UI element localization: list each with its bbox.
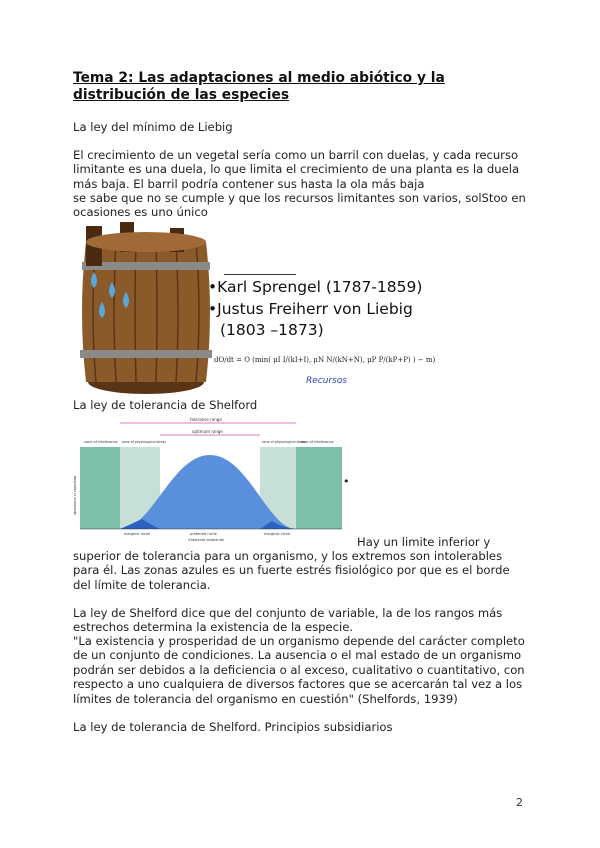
- label-niche-right: marginal niche: [264, 532, 291, 536]
- label-stress-right: zone of physiological stress: [262, 440, 306, 444]
- author-liebig: •Justus Freiherr von Liebig: [208, 300, 413, 318]
- label-x-axis: Gradiente ambiental: [188, 538, 225, 542]
- label-niche-mid: preferred niche: [190, 532, 217, 536]
- label-niche-left: marginal niche: [124, 532, 151, 536]
- page-title: Tema 2: Las adaptaciones al medio abiótico y la distribución de las especies: [73, 70, 445, 103]
- liebig-equation: dO/dt = O (min( μI I/(kI+I), μN N/(kN+N), μP P/(kP+P) ) − m): [214, 356, 436, 364]
- label-optimum-range: optimum range: [192, 429, 223, 434]
- paragraph-barrel: El crecimiento de un vegetal sería como un barril con duelas, y cada recurso limitante es una duela, lo que limita el crecimiento de una planta es la duela más baja. El barril podría contener sus hasta la ola más baja: [73, 148, 520, 191]
- barrel-illustration: [76, 222, 216, 402]
- label-stress-left: zone of physiological stress: [122, 440, 166, 444]
- liebig-authors-box: [206, 266, 436, 401]
- label-zone-left: zone of intolerance: [84, 440, 118, 444]
- paragraph-shelford-law: La ley de Shelford dice que del conjunto de variable, la de los rangos más estrechos determina la existencia de la especie.: [73, 606, 503, 635]
- handwritten-note: Recursos: [306, 376, 348, 386]
- section-heading-principles: La ley de tolerancia de Shelford. Principios subsidiarios: [73, 720, 393, 734]
- paragraph-limits-start: Hay un limite inferior y: [357, 535, 491, 549]
- divider: [224, 274, 296, 275]
- label-zone-right: zone of intolerance: [300, 440, 334, 444]
- paragraph-resources: se sabe que no se cumple y que los recursos limitantes son varios, solStoo en ocasiones es uno único: [73, 191, 526, 220]
- page-number: 2: [516, 796, 523, 809]
- stray-mark: •: [343, 475, 350, 488]
- section-heading-liebig: La ley del mínimo de Liebig: [73, 120, 233, 134]
- label-tolerance-range: tolerance range: [190, 417, 222, 422]
- shelford-tolerance-diagram: [72, 415, 352, 545]
- section-heading-shelford: La ley de tolerancia de Shelford: [73, 398, 258, 412]
- author-sprengel: •Karl Sprengel (1787-1859): [208, 278, 423, 296]
- author-liebig-years: (1803 –1873): [220, 321, 324, 339]
- paragraph-limits: superior de tolerancia para un organismo, y los extremos son intolerables para él. Las zonas azules es un fuerte estrés fisiológico por que es el borde del límite de tolerancia.: [73, 549, 510, 592]
- label-y-axis: abundance of organisms: [73, 475, 77, 515]
- paragraph-quote: "La existencia y prosperidad de un organismo depende del carácter completo de un conjunto de condiciones. La ausencia o el mal estado de un organismo podrán ser debidos a la deficiencia o al exceso, cualitativo o cuantitativo, con respecto a uno cualquiera de diversos factores que se acercarán tal vez a los límites de tolerancia del organismo en cuestión" (Shelfords, 1939): [73, 634, 525, 706]
